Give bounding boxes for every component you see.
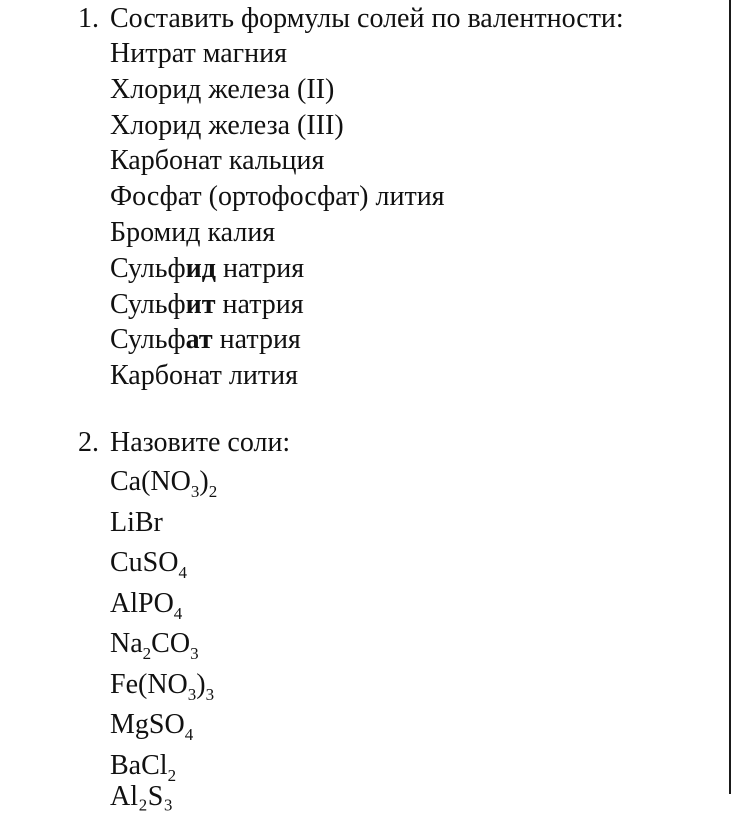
salt-name-item: Карбонат кальция bbox=[110, 145, 325, 177]
task-1-title: Составить формулы солей по валентности: bbox=[110, 3, 624, 34]
task-1-heading bbox=[78, 2, 624, 36]
page-edge-line bbox=[729, 0, 731, 794]
salt-formula-item: BaCl$_2$ bbox=[110, 749, 177, 785]
task-1-number: 1. bbox=[78, 3, 99, 34]
task-2-title: Назовите соли: bbox=[110, 427, 291, 458]
task-2-heading bbox=[78, 426, 290, 460]
task-2-formula-list bbox=[110, 462, 217, 786]
salt-name-item: Хлорид железа (II) bbox=[110, 73, 335, 105]
salt-name-item: Бромид калия bbox=[110, 216, 276, 248]
salt-formula-item: MgSO$_4$ bbox=[110, 709, 194, 744]
emphasized-suffix: ат bbox=[185, 324, 213, 356]
salt-formula-item: $Na_2CO_3$ bbox=[110, 628, 199, 663]
salt-name-item: Сульфид натрия bbox=[110, 252, 305, 284]
salt-name-item: Нитрат магния bbox=[110, 38, 288, 69]
salt-formula-item: CuSO$_4$ bbox=[110, 547, 187, 582]
salt-formula-item: $Fe(NO_3)_3$ bbox=[110, 668, 215, 704]
emphasized-suffix: ит bbox=[185, 288, 216, 320]
salt-name-item: Сульфат натрия bbox=[110, 324, 301, 356]
salt-formula-item: AlPO$_4$ bbox=[110, 587, 183, 623]
task-1-salt-name-list bbox=[110, 36, 445, 394]
emphasized-suffix: ид bbox=[185, 252, 216, 284]
salt-name-item: Сульфит натрия bbox=[110, 288, 304, 320]
cut-off-formula: Al₂S₃ bbox=[110, 781, 174, 812]
salt-name-item: Хлорид железа (III) bbox=[110, 109, 344, 141]
salt-formula-item: LiBr bbox=[110, 506, 163, 538]
salt-name-item: Карбонат лития bbox=[110, 360, 298, 392]
salt-formula-item: $Ca(NO_3)_2$ bbox=[110, 466, 218, 501]
task-2-number: 2. bbox=[78, 427, 99, 458]
salt-name-item: Фосфат (ортофосфат) лития bbox=[110, 181, 445, 213]
